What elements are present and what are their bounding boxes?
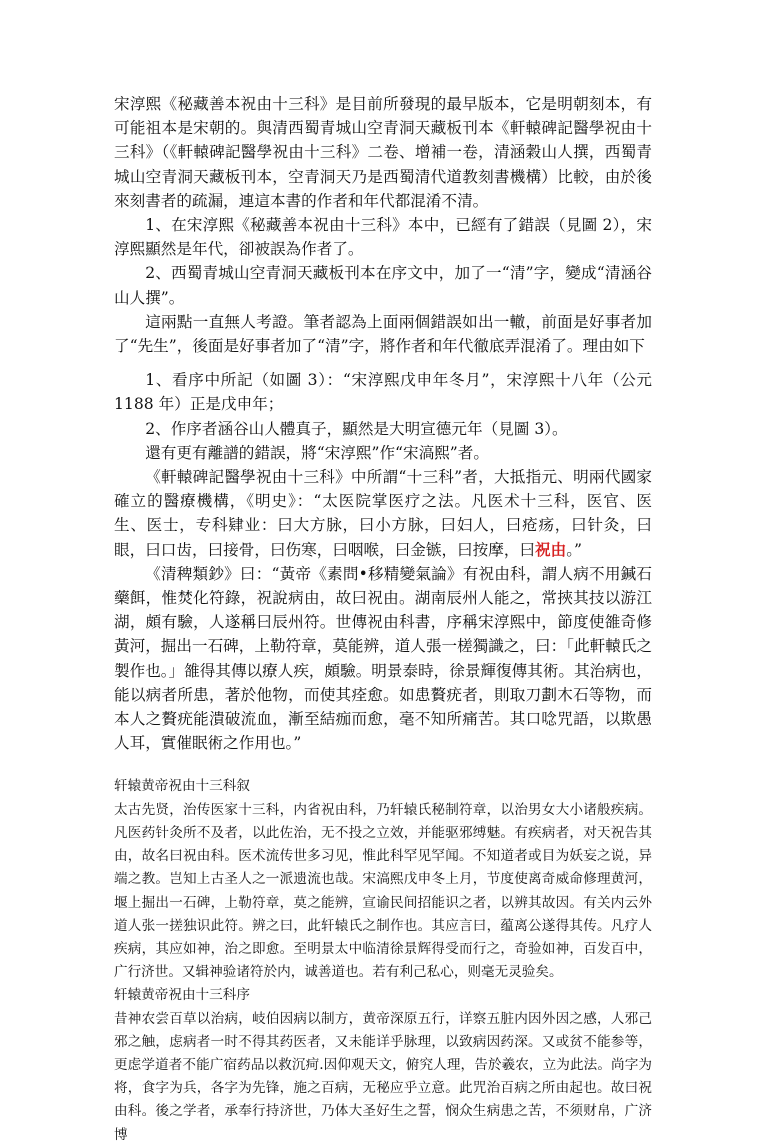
article-section [114,92,652,755]
appendix-heading-foreword: 轩辕黄帝祝由十三科序 [114,987,250,1004]
zhuyou-highlight: 祝由 [535,539,567,559]
article-paragraph: 這兩點一直無人考證。筆者認為上面兩個錯誤如出一轍，前面是好事者加了“先生”，後面是好事者加了“清”字，將作者和年代徹底弄混淆了。理由如下 [114,312,652,356]
article-paragraph: 2、西蜀青城山空青洞天藏板刊本在序文中，加了一“清”字，變成“清涵谷山人撰”。 [114,264,652,307]
ming-history-text: 《軒轅碑記醫學祝由十三科》中所謂“十三科”者，大抵指元、明兩代國家確立的醫療機構，《明史》：“太医院掌医疗之法。凡医术十三科，医官、医生、医士，专科肄业：曰大方脉，曰小方脉，曰妇人，曰疮疡，曰针灸，曰眼，曰口齿，曰接骨，曰伤寒，曰咽喉，曰金镞，曰按摩，曰 [114,468,652,559]
document-page [114,92,652,1147]
appendix-body-preface: 太古先贤，治传医家十三科，内省祝由科，乃轩辕氏秘制符章，以治男女大小诸般疾病。凡医药针灸所不及者，以此佐治，无不投之立效，并能驱邪缚魅。有疾病者，对天祝告其由，故名曰祝由科。医术流传世多习见，惟此科罕见罕闻。不知道者或目为妖妄之说，异端之教。岂知上古圣人之一派遗流也哉。宋滈熙戊申冬上月，节度使离奇威命修理黄河，堰上掘出一石碑，上勒符章，莫之能辨，宣谕民间招能识之者，以辨其故因。有关内云外道人张一搓独识此符。辨之曰，此轩辕氏之制作也。其应言曰，蕴离公遂得其传。凡疗人疾病，其应如神，治之即愈。至明景太中临清徐景辉得受而行之，奇验如神，百发百中，广行济世。又辑神验诸符於内，诚善道也。若有利己私心，则毫无灵验矣。 [114,801,652,981]
appendix-heading-preface: 轩辕黄帝祝由十三科叙 [114,778,250,795]
article-paragraph: 《清稗類鈔》曰：“黃帝《素問•移精變氣論》有祝由科，謂人病不用鍼石藥餌，惟焚化符錄，祝說病由，故曰祝由。湖南辰州人能之，常挾其技以游江湖，頗有驗，人遂稱曰辰州符。世傳祝由科書，序稱宋淳熙中，節度使雒奇修黃河，掘出一石碑，上勒符章，莫能辨，道人張一槎獨識之，曰：「此軒轅氏之製作也。」雒得其傳以療人疾，頗驗。明景泰時，徐景輝復傳其術。其治病也，能以病者所患，著於他物，而使其痊愈。如患贅疣者，則取刀劃木石等物，而本人之贅疣能潰破流血，漸至結痂而愈，毫不知所痛苦。其口唸咒語，以欺愚人耳，實催眠術之作用也。” [114,564,652,753]
article-paragraph: 宋淳熙《秘藏善本祝由十三科》是目前所發現的最早版本，它是明朝刻本，有可能祖本是宋朝的。與清西蜀青城山空青洞天藏板刊本《軒轅碑記醫學祝由十三科》（《軒轅碑記醫學祝由十三科》二卷、增補一卷，清涵穀山人撰，西蜀青城山空青洞天藏板刊本，空青洞天乃是西蜀清代道教刻書機構）比較，由於後來刻書者的疏漏，連這本書的作者和年代都混淆不清。 [114,95,652,210]
article-paragraph: 2、作序者涵谷山人體真子，顯然是大明宣德元年（見圖 3）。 [145,419,568,438]
appendix-section [114,775,652,1146]
article-paragraph: 還有更有離譜的錯誤，將“宋淳熙”作“宋滈熙”者。 [145,443,489,462]
article-paragraph: 1、看序中所記（如圖 3）：“宋淳熙戊申年冬月”，宋淳熙十八年（公元 1188 年）正是戊申年； [114,371,652,414]
article-paragraph: 1、在宋淳熙《秘藏善本祝由十三科》本中，已經有了錯誤（見圖 2），宋淳熙顯然是年代，卻被誤為作者了。 [114,216,652,259]
article-paragraph-ming-history [114,465,652,562]
appendix-body-foreword: 昔神农尝百草以治病，岐伯因病以制方，黄帝深原五行，详察五脏内因外因之感，人邪己邪之触，虑病者一时不得其药医者，又未能详乎脉理，以致病因药深。又或贫不能参等，更虑学道者不能广宿药品以救沉疴.因仰观天文，俯究人理，告於羲农，立为此法。尚字为将，食字为兵，各字为先锋，施之百病，无秘应乎立意。此咒治百病之所由起也。故曰祝由科。後之学者，承奉行持济世，乃体大圣好生之誓，悯众生病患之苦，不须财帛，广济博 [114,1010,652,1143]
ming-history-close: 。” [566,540,583,559]
